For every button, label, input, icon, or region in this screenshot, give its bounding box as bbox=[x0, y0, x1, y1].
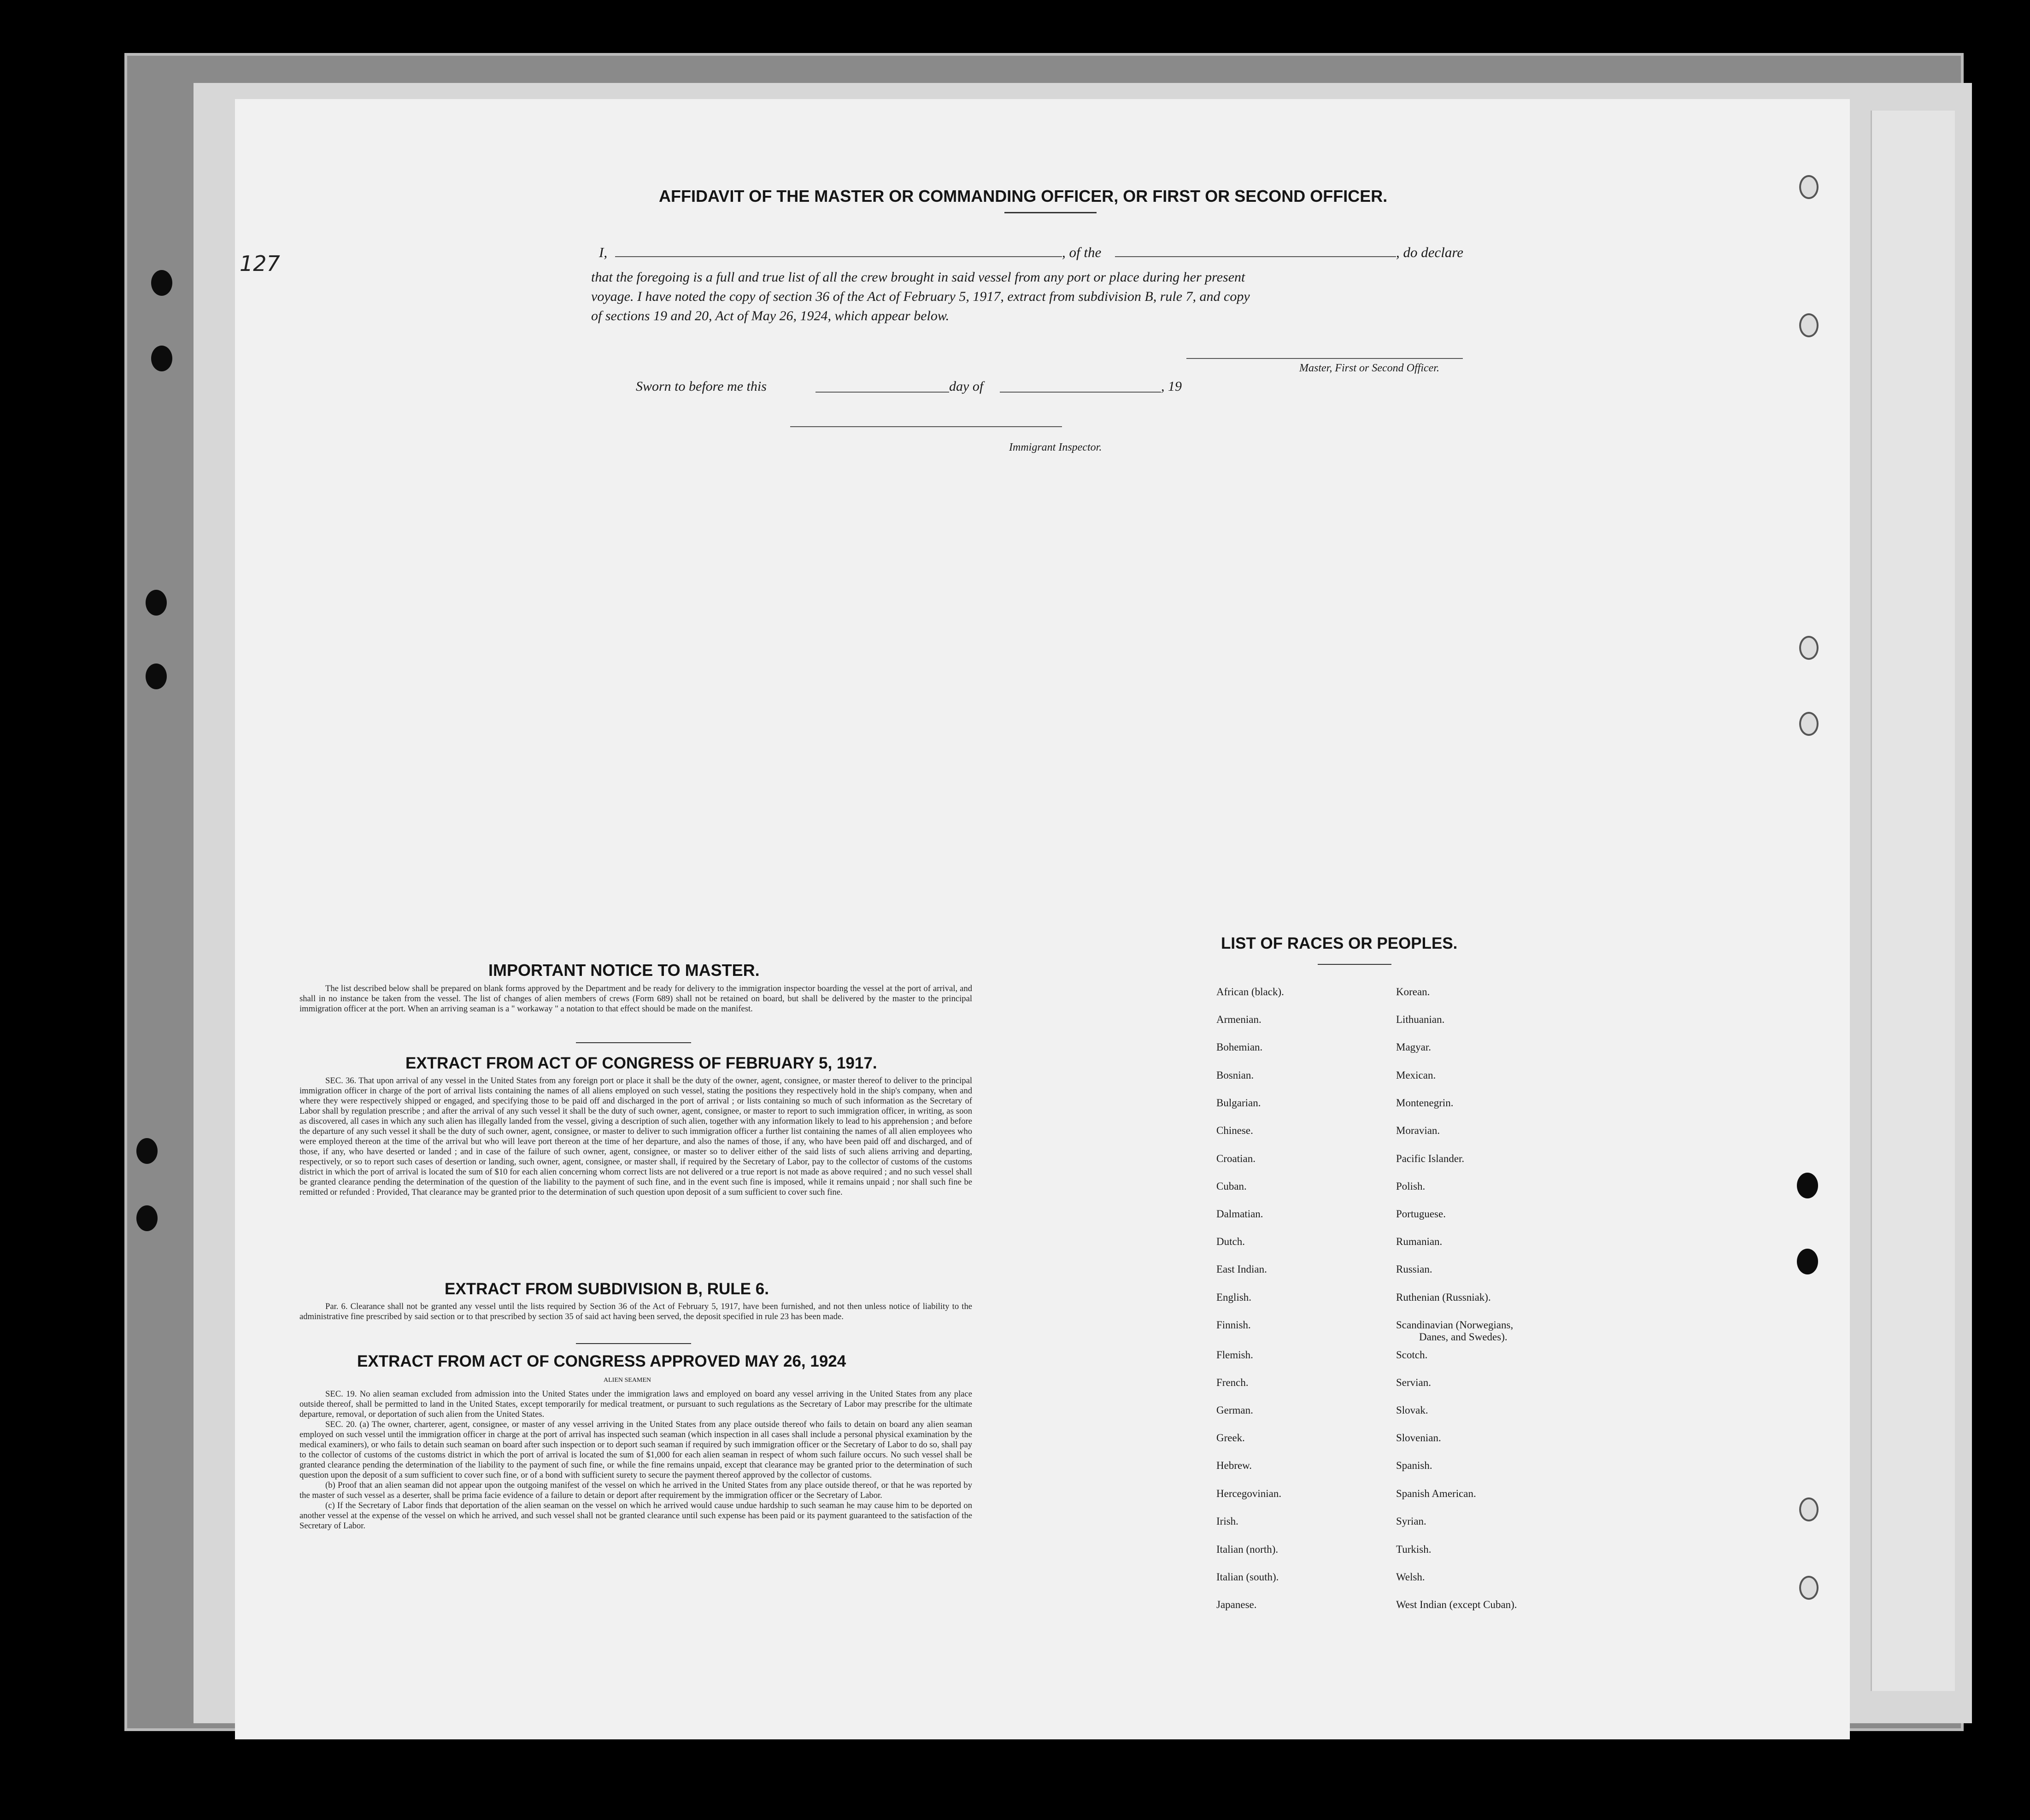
master-signature-label: Master, First or Second Officer. bbox=[1299, 362, 1439, 374]
punch-hole bbox=[136, 1205, 158, 1231]
punch-hole bbox=[1799, 636, 1819, 660]
punch-hole bbox=[1799, 1576, 1819, 1600]
sec20a-paragraph: SEC. 20. (a) The owner, charterer, agent, consignee, or master of any vessel arriving in the United States from any place outside thereof who fails to detain on board any alien seaman employed on such vessel until the immigration officer in charge at the port of arrival has inspected such seaman (which inspection in all cases shall include a personal physical examination by the medical examiners), or who fails to detain such seaman on board after such inspection or to deport such seaman if required by such immigration officer or the Secretary of Labor to do so, shall pay to the collector of customs of the customs district in which the port of arrival is located the sum of $1,000 for each alien seaman in respect of whom such failure occurs. No such vessel shall be granted clearance pending the determination of the liability to the payment of such fine, or while the fine remains unpaid, except that clearance may be granted prior to the determination of such question upon the deposit of a sum sufficient to cover such fine, or of a bond with sufficient surety to secure the payment thereof approved by the collector of customs. bbox=[299, 1420, 972, 1480]
race-item: Mexican. bbox=[1396, 1069, 1436, 1081]
sworn-month-field[interactable] bbox=[1000, 392, 1161, 393]
master-signature-field[interactable] bbox=[1186, 358, 1463, 359]
race-item: Servian. bbox=[1396, 1377, 1432, 1388]
affidavit-body-line3: of sections 19 and 20, Act of May 26, 1924, which appear below. bbox=[591, 308, 950, 323]
race-item: Dalmatian. bbox=[1216, 1208, 1263, 1220]
punch-hole bbox=[1797, 1173, 1818, 1198]
extract-1924-title: EXTRACT FROM ACT OF CONGRESS APPROVED MAY 26, 1924 bbox=[357, 1352, 846, 1370]
sworn-label: Sworn to before me this bbox=[636, 379, 767, 394]
declare-label: , do declare bbox=[1396, 244, 1464, 260]
race-item: Polish. bbox=[1396, 1180, 1426, 1192]
race-item: Hebrew. bbox=[1216, 1460, 1252, 1471]
sec20b-paragraph: (b) Proof that an alien seaman did not appear upon the outgoing manifest of the vessel on which he arrived in the United States from any place outside thereof, or that he was reported by the master of such vessel as a deserter, shall be prima facie evidence of a failure to detain or deport after requirement by the immigration officer or the Secretary of Labor. bbox=[299, 1480, 972, 1500]
year-prefix: , 19 bbox=[1161, 379, 1182, 394]
race-item: Hercegovinian. bbox=[1216, 1488, 1282, 1499]
race-item: Montenegrin. bbox=[1396, 1097, 1454, 1109]
declarant-prefix: I, bbox=[599, 244, 608, 260]
punch-hole bbox=[1797, 1249, 1818, 1274]
day-of-label: day of bbox=[949, 379, 984, 394]
race-item: Slovenian. bbox=[1396, 1432, 1441, 1444]
extract-1924-subtitle: ALIEN SEAMEN bbox=[604, 1377, 651, 1384]
race-item: Flemish. bbox=[1216, 1349, 1253, 1361]
race-item: Syrian. bbox=[1396, 1515, 1426, 1527]
punch-hole bbox=[1799, 175, 1819, 199]
inspector-signature-field[interactable] bbox=[790, 426, 1062, 427]
race-item: Slovak. bbox=[1396, 1404, 1428, 1416]
race-item: Scandinavian (Norwegians, bbox=[1396, 1319, 1514, 1331]
race-item: Armenian. bbox=[1216, 1014, 1261, 1025]
race-item: Pacific Islander. bbox=[1396, 1153, 1465, 1164]
race-item: Irish. bbox=[1216, 1515, 1238, 1527]
race-item: Finnish. bbox=[1216, 1319, 1251, 1331]
race-item: Italian (north). bbox=[1216, 1544, 1279, 1555]
notice-paragraph: The list described below shall be prepared on blank forms approved by the Department and be ready for delivery to the immigration inspector boarding the vessel at the port of arrival, and shall in no instance be taken from the vessel. The list of changes of alien members of crews (Form 689) shall not be retained on board, but shall be delivered by the master to the principal immigration officer at the port. When an arriving seaman is a " workaway " a notation to that effect should be made on the manifest. bbox=[299, 984, 972, 1014]
affidavit-title: AFFIDAVIT OF THE MASTER OR COMMANDING OFFICER, OR FIRST OR SECOND OFFICER. bbox=[659, 187, 1388, 205]
extract-rule6-title: EXTRACT FROM SUBDIVISION B, RULE 6. bbox=[445, 1280, 769, 1298]
race-item: Bosnian. bbox=[1216, 1069, 1254, 1081]
race-item: Welsh. bbox=[1396, 1571, 1425, 1583]
race-item: Danes, and Swedes). bbox=[1419, 1331, 1508, 1343]
sec36-paragraph: SEC. 36. That upon arrival of any vessel in the United States from any foreign port or place it shall be the duty of the owner, agent, consignee, or master thereof to deliver to the principal immigration officer in charge of the port of arrival lists containing the names of all aliens employed on such vessel, stating the positions they respectively hold in the ship's company, when and where they were respectively shipped or engaged, and specifying those to be paid off and discharged in the port of arrival ; or lists containing so much of such information as the Secretary of Labor shall by regulation prescribe ; and after the arrival of any such vessel it shall be the duty of such owner, agent, consignee, or master to report to such immigration officer, in writing, as soon as discovered, all cases in which any such alien has illegally landed from the vessel, giving a description of such alien, together with any information likely to lead to his apprehension ; and before the departure of any such vessel it shall be the duty of such owner, agent, consignee, or master to deliver to such immigration officer a further list containing the names of all alien employees who were employed thereon at the time of the arrival but who will leave port thereon at the time of her departure, and also the names of those, if any, who have been paid off and discharged, and of those, if any, who have deserted or landed ; and in case of the failure of such owner, agent, consignee, or master so to deliver either of the said lists of such aliens arriving and departing, respectively, or so to report such cases of desertion or landing, such owner, agent, consignee, or master shall, if required by the Secretary of Labor, pay to the collector of customs of the customs district in which the port of arrival is located the sum of $10 for each alien concerning whom correct lists are not delivered or a true report is not made as above required ; and no such vessel shall be granted clearance pending the determination of the question of the liability to the payment of such fine, and in the event such fine is imposed, while it remains unpaid ; nor shall such fine be remitted or refunded : Provided, That clearance may be granted prior to the determination of such question upon deposit of a sum sufficient to cover such fine. bbox=[299, 1076, 972, 1197]
extract-1924-text bbox=[299, 1389, 972, 1531]
races-title: LIST OF RACES OR PEOPLES. bbox=[1221, 934, 1458, 952]
race-item: West Indian (except Cuban). bbox=[1396, 1599, 1517, 1610]
extract-1917-text bbox=[299, 1076, 972, 1198]
notice-text bbox=[299, 984, 972, 1014]
divider bbox=[1318, 964, 1391, 965]
race-item: Greek. bbox=[1216, 1432, 1245, 1444]
race-item: Chinese. bbox=[1216, 1125, 1253, 1136]
race-item: German. bbox=[1216, 1404, 1253, 1416]
affidavit-body-line2: voyage. I have noted the copy of section 36 of the Act of February 5, 1917, extract from subdivision B, rule 7, and copy bbox=[591, 289, 1250, 304]
handwritten-note: 127 bbox=[240, 251, 280, 276]
extract-rule6-text bbox=[299, 1302, 972, 1322]
punch-hole bbox=[146, 590, 167, 616]
vessel-name-field[interactable] bbox=[1115, 256, 1396, 257]
sworn-day-field[interactable] bbox=[816, 392, 949, 393]
race-item: Scotch. bbox=[1396, 1349, 1428, 1361]
race-item: Croatian. bbox=[1216, 1153, 1256, 1164]
race-item: Spanish American. bbox=[1396, 1488, 1476, 1499]
sec20c-paragraph: (c) If the Secretary of Labor finds that deportation of the alien seaman on the vessel on which he arrived would cause undue hardship to such seaman he may cause him to be deported on another vessel at the expense of the vessel on which he arrived, and such vessel shall not be granted clearance until such expense has been paid or its payment guaranteed to the satisfaction of the Secretary of Labor. bbox=[299, 1501, 972, 1531]
race-item: Lithuanian. bbox=[1396, 1014, 1445, 1025]
affidavit-body-line1: that the foregoing is a full and true list of all the crew brought in said vessel from any port or place during her present bbox=[591, 270, 1245, 285]
punch-hole bbox=[136, 1138, 158, 1164]
race-item: Bulgarian. bbox=[1216, 1097, 1261, 1109]
declarant-name-field[interactable] bbox=[615, 256, 1062, 257]
race-item: Japanese. bbox=[1216, 1599, 1257, 1610]
divider bbox=[576, 1343, 691, 1344]
race-item: Portuguese. bbox=[1396, 1208, 1446, 1220]
race-item: English. bbox=[1216, 1292, 1252, 1303]
punch-hole bbox=[151, 270, 172, 296]
race-item: French. bbox=[1216, 1377, 1249, 1388]
divider bbox=[576, 1042, 691, 1043]
extract-1917-title: EXTRACT FROM ACT OF CONGRESS OF FEBRUARY 5, 1917. bbox=[405, 1054, 877, 1072]
divider bbox=[1004, 212, 1097, 213]
race-item: Rumanian. bbox=[1396, 1236, 1443, 1247]
punch-hole bbox=[146, 663, 167, 689]
race-item: African (black). bbox=[1216, 986, 1284, 998]
notice-title: IMPORTANT NOTICE TO MASTER. bbox=[488, 961, 760, 980]
race-item: Cuban. bbox=[1216, 1180, 1247, 1192]
race-item: Spanish. bbox=[1396, 1460, 1432, 1471]
race-item: Turkish. bbox=[1396, 1544, 1432, 1555]
punch-hole bbox=[1799, 313, 1819, 337]
punch-hole bbox=[151, 346, 172, 371]
race-item: East Indian. bbox=[1216, 1263, 1267, 1275]
punch-hole bbox=[1799, 1497, 1819, 1521]
race-item: Bohemian. bbox=[1216, 1041, 1263, 1053]
race-item: Magyar. bbox=[1396, 1041, 1432, 1053]
punch-hole bbox=[1799, 712, 1819, 736]
inspector-label: Immigrant Inspector. bbox=[1009, 441, 1102, 453]
right-page-edge bbox=[1871, 111, 1955, 1691]
sec19-paragraph: SEC. 19. No alien seaman excluded from admission into the United States under the immigration laws and employed on board any vessel arriving in the United States from any place outside thereof, shall be permitted to land in the United States, except temporarily for medical treatment, or pursuant to such regulations as the Secretary of Labor may prescribe for the ultimate departure, removal, or deportation of such alien from the United States. bbox=[299, 1389, 972, 1419]
race-item: Ruthenian (Russniak). bbox=[1396, 1292, 1491, 1303]
race-item: Italian (south). bbox=[1216, 1571, 1279, 1583]
rule6-paragraph: Par. 6. Clearance shall not be granted any vessel until the lists required by Section 36 of the Act of February 5, 1917, have been furnished, and not then unless notice of liability to the administrative fine prescribed by said section or to that prescribed by section 35 of said act having been served, the deposit specified in rule 23 has been made. bbox=[299, 1302, 972, 1321]
race-item: Dutch. bbox=[1216, 1236, 1245, 1247]
of-the-label: , of the bbox=[1062, 244, 1102, 260]
race-item: Moravian. bbox=[1396, 1125, 1440, 1136]
race-item: Korean. bbox=[1396, 986, 1430, 998]
race-item: Russian. bbox=[1396, 1263, 1432, 1275]
